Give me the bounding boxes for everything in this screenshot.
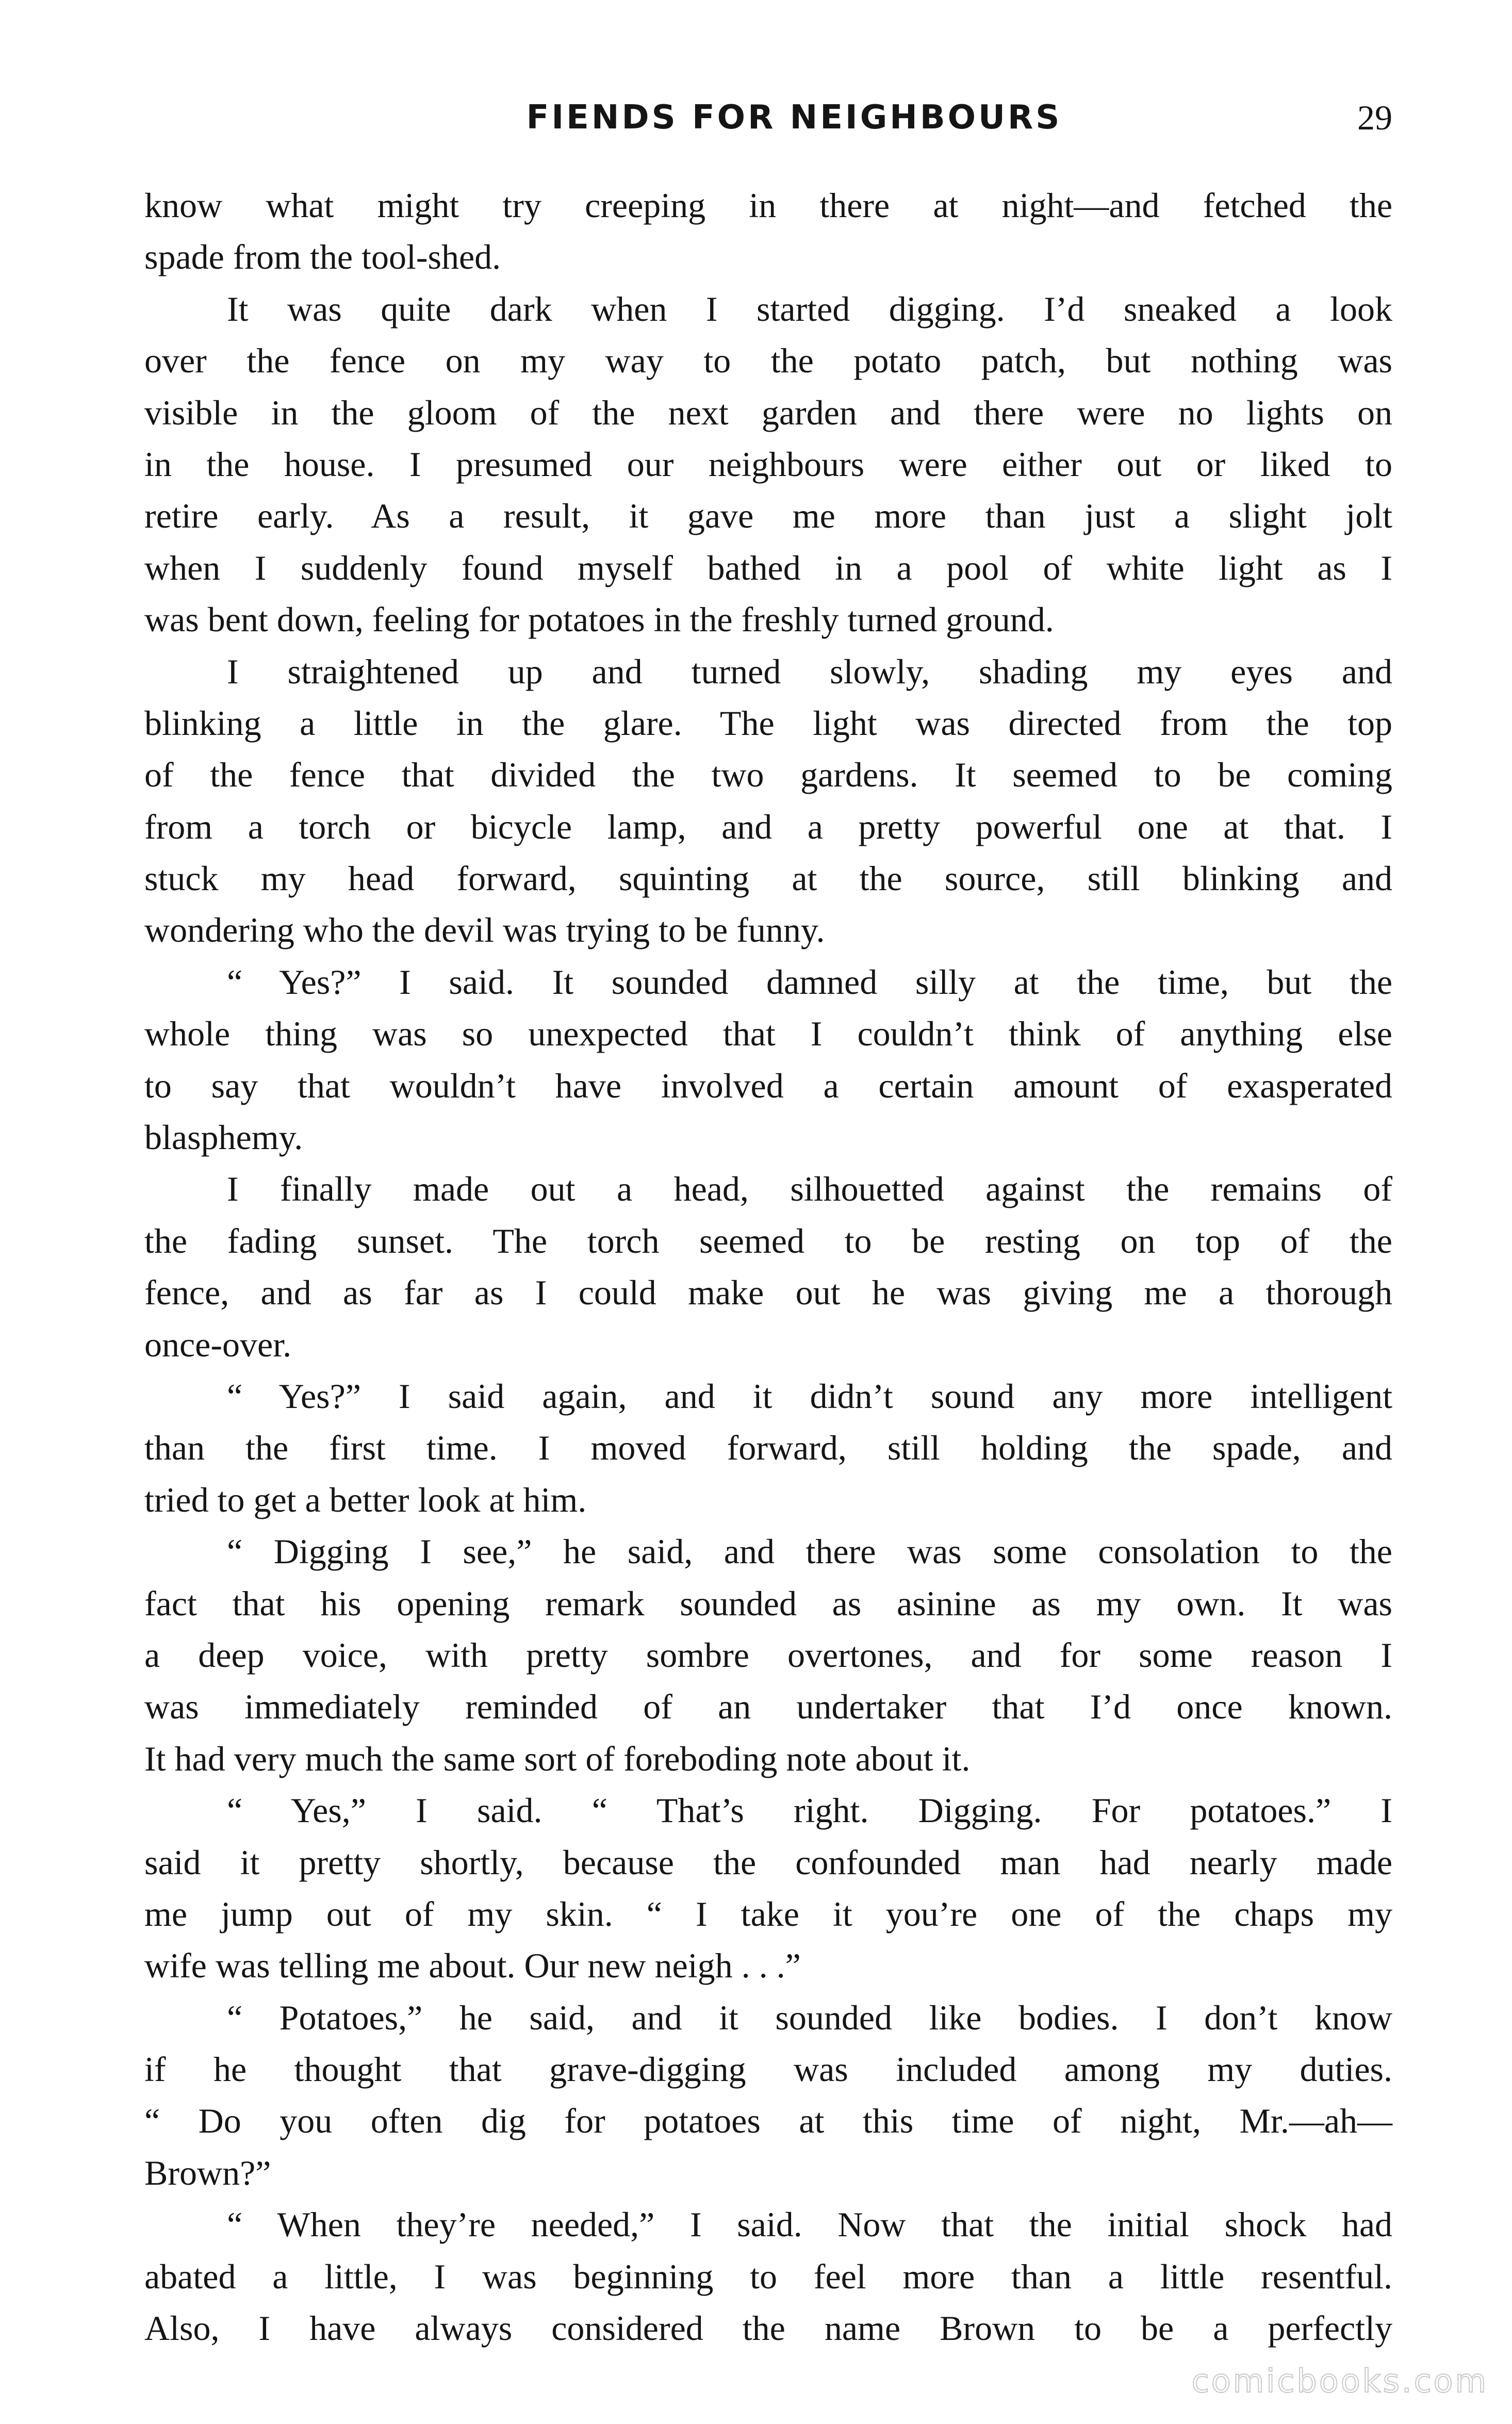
text-line: if he thought that grave-digging was included among my duties. <box>144 2050 1392 2089</box>
text-line: “ Yes?” I said. It sounded damned silly at the time, but the <box>227 962 1392 1002</box>
paragraph <box>144 1163 1392 1370</box>
paragraph <box>144 1370 1392 1526</box>
running-head: FIENDS FOR NEIGHBOURS <box>526 99 1062 137</box>
watermark: comicbooks.com <box>1191 2362 1488 2400</box>
text-line: know what might try creeping in there at night—and fetched the <box>144 186 1392 225</box>
paragraph <box>144 1992 1392 2199</box>
text-line: It had very much the same sort of foreboding note about it. <box>144 1739 971 1778</box>
text-line: stuck my head forward, squinting at the source, still blinking and <box>144 859 1392 898</box>
text-line: the fading sunset. The torch seemed to be resting on top of the <box>144 1221 1392 1260</box>
text-line: spade from the tool-shed. <box>144 237 501 277</box>
text-line: “ Potatoes,” he said, and it sounded like bodies. I don’t know <box>227 1997 1392 2037</box>
text-line: abated a little, I was beginning to feel more than a little resentful. <box>144 2256 1392 2296</box>
paragraph <box>144 646 1392 956</box>
text-line: me jump out of my skin. “ I take it you’re one of the chaps my <box>144 1894 1392 1934</box>
text-line: Brown?” <box>144 2153 271 2192</box>
text-line: of the fence that divided the two gardens. It seemed to be coming <box>144 755 1392 795</box>
text-line: in the house. I presumed our neighbours were either out or liked to <box>144 444 1392 484</box>
text-line: than the first time. I moved forward, still holding the spade, and <box>144 1428 1392 1468</box>
text-line: wife was telling me about. Our new neigh . . .” <box>144 1946 801 1986</box>
text-line: said it pretty shortly, because the confounded man had nearly made <box>144 1842 1392 1882</box>
paragraph <box>144 283 1392 646</box>
paragraph <box>144 1784 1392 1992</box>
text-line: fence, and as far as I could make out he was giving me a thorough <box>144 1273 1392 1313</box>
body-text <box>144 179 1392 2354</box>
paragraph <box>144 1526 1392 1784</box>
text-line: “ Digging I see,” he said, and there was some consolation to the <box>227 1532 1392 1571</box>
paragraph <box>144 2199 1392 2354</box>
paragraph <box>144 179 1392 283</box>
text-line: blinking a little in the glare. The light was directed from the top <box>144 703 1392 743</box>
text-line: tried to get a better look at him. <box>144 1480 587 1519</box>
text-line: “ Yes,” I said. “ That’s right. Digging. For potatoes.” I <box>227 1791 1392 1830</box>
text-line: It was quite dark when I started digging. I’d sneaked a look <box>227 289 1392 329</box>
text-line: to say that wouldn’t have involved a certain amount of exasperated <box>144 1066 1392 1105</box>
text-line: once-over. <box>144 1324 292 1364</box>
text-line: from a torch or bicycle lamp, and a pretty powerful one at that. I <box>144 807 1392 846</box>
text-line: a deep voice, with pretty sombre overtones, and for some reason I <box>144 1635 1392 1675</box>
text-line: fact that his opening remark sounded as asinine as my own. It was <box>144 1583 1392 1623</box>
text-line: when I suddenly found myself bathed in a pool of white light as I <box>144 548 1392 587</box>
text-line: visible in the gloom of the next garden and there were no lights on <box>144 392 1392 432</box>
text-line: was immediately reminded of an undertaker that I’d once known. <box>144 1687 1392 1727</box>
text-line: retire early. As a result, it gave me more than just a slight jolt <box>144 496 1392 536</box>
text-line: was bent down, feeling for potatoes in the freshly turned ground. <box>144 600 1054 640</box>
text-line: “ Do you often dig for potatoes at this time of night, Mr.—ah— <box>144 2101 1392 2141</box>
page-number: 29 <box>1357 98 1392 137</box>
text-line: I finally made out a head, silhouetted against the remains of <box>227 1169 1392 1209</box>
text-line: over the fence on my way to the potato patch, but nothing was <box>144 341 1392 381</box>
text-line: Also, I have always considered the name Brown to be a perfectly <box>144 2308 1392 2348</box>
paragraph <box>144 956 1392 1164</box>
text-line: whole thing was so unexpected that I couldn’t think of anything else <box>144 1014 1392 1054</box>
text-line: blasphemy. <box>144 1118 303 1157</box>
text-line: I straightened up and turned slowly, shading my eyes and <box>227 651 1392 691</box>
text-line: “ When they’re needed,” I said. Now that the initial shock had <box>227 2205 1392 2245</box>
text-line: “ Yes?” I said again, and it didn’t sound any more intelligent <box>227 1376 1392 1416</box>
text-line: wondering who the devil was trying to be funny. <box>144 910 825 950</box>
page-header <box>144 87 1392 149</box>
